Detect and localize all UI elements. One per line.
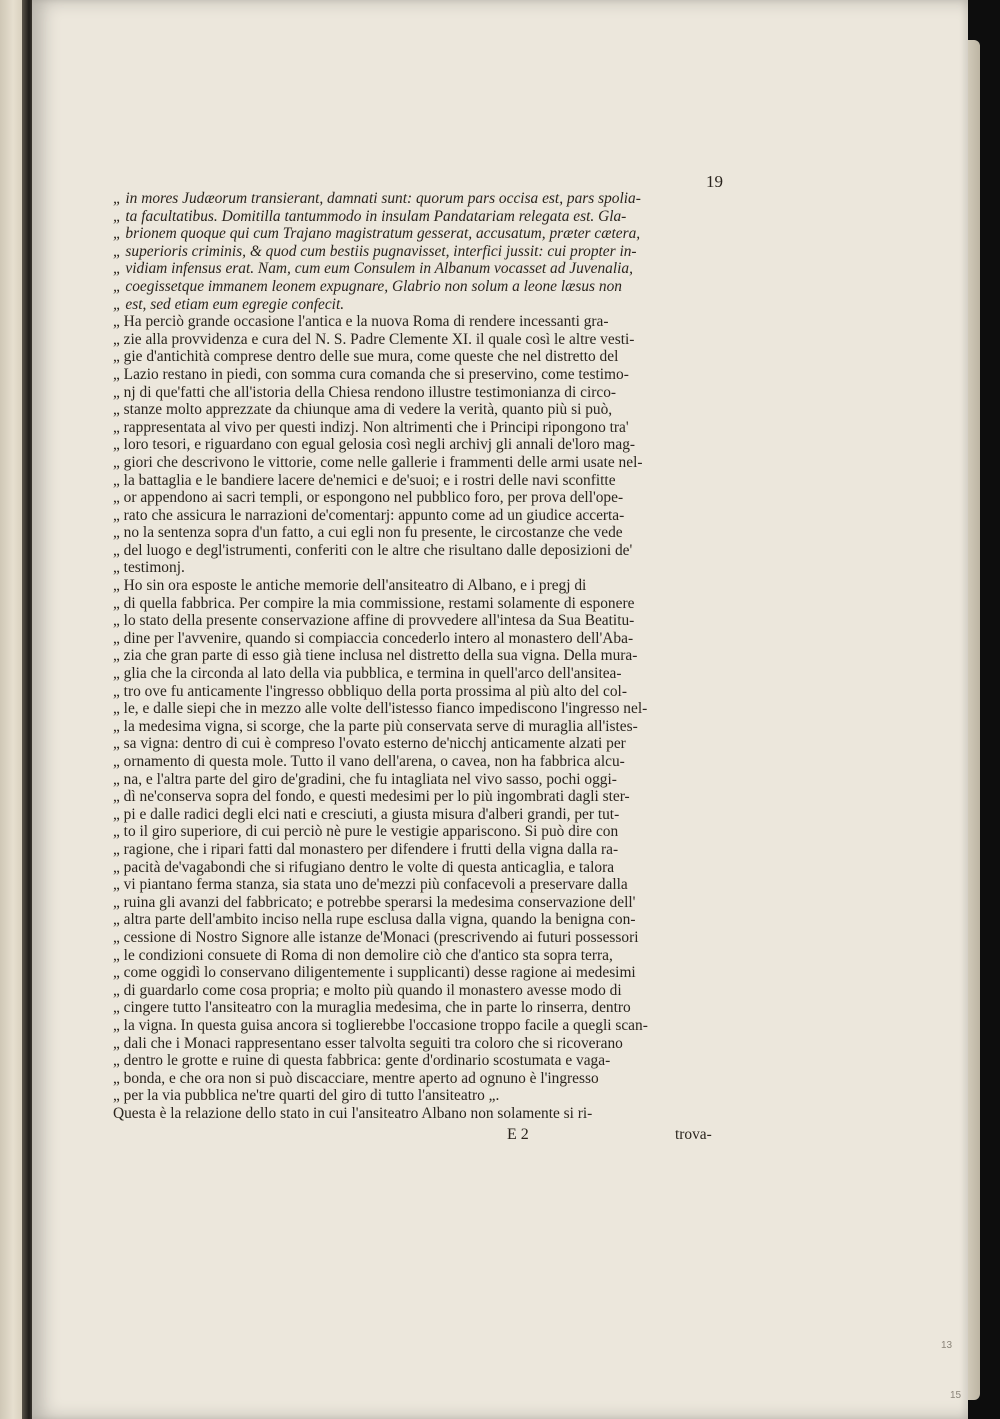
text-line: „ altra parte dell'ambito inciso nella rupe esclusa dalla vigna, quando la benigna con- xyxy=(113,911,636,929)
text-line: „ ruina gli avanzi del fabbricato; e potrebbe sperarsi la medesima conservazione dell' xyxy=(113,893,636,911)
text-line: „ Ho sin ora esposte le antiche memorie dell'ansiteatro di Albano, e i pregj di xyxy=(113,577,587,595)
text-line: „ to il giro superiore, di cui perciò nè pure le vestigie appariscono. Si può dire con xyxy=(113,823,619,841)
page-text xyxy=(113,190,713,1122)
text-line: Questa è la relazione dello stato in cui l'ansiteatro Albano non solamente si ri- xyxy=(113,1104,593,1122)
text-line: „ vidiam infensus erat. Nam, cum eum Consulem in Albanum vocasset ad Juvenalia, xyxy=(113,260,633,278)
text-line: „ or appendono ai sacri templi, or espongono nel pubblico foro, per prova dell'ope- xyxy=(113,489,624,507)
text-line: „ vi piantano ferma stanza, sia stata uno de'mezzi più confacevoli a preservare dalla xyxy=(113,876,628,894)
signature-mark: E 2 xyxy=(507,1126,529,1143)
text-line: „ dine per l'avvenire, quando si compiaccia concederlo intero al monastero dell'Aba- xyxy=(113,629,634,647)
text-line: „ zia che gran parte di esso già tiene inclusa nel distretto della sua vigna. Della mura- xyxy=(113,647,638,665)
text-line: „ gie d'antichità comprese dentro delle sue mura, come queste che nel distretto del xyxy=(113,348,619,366)
latin-quotation xyxy=(113,190,713,313)
text-line: „ brionem quoque qui cum Trajano magistratum gesserat, accusatum, præter cætera, xyxy=(113,225,641,243)
text-line: „ del luogo e degl'istrumenti, conferiti con le altre che risultano dalle deposizioni de' xyxy=(113,541,633,559)
text-line: „ giori che descrivono le vittorie, come nelle gallerie i frammenti delle armi usate nel- xyxy=(113,453,643,471)
catchword: trova- xyxy=(675,1126,712,1143)
text-line: „ di quella fabbrica. Per compire la mia commissione, restami solamente di esponere xyxy=(113,594,635,612)
text-line: „ dì ne'conserva sopra del fondo, e questi medesimi per lo più ingombrati dagli ster- xyxy=(113,788,630,806)
text-line: „ la vigna. In questa guisa ancora si toglierebbe l'occasione troppo facile a quegli scan- xyxy=(113,1016,648,1034)
text-line: „ ragione, che i ripari fatti dal monastero per difendere i frutti della vigna dalla ra- xyxy=(113,840,619,858)
text-line: „ dentro le grotte e ruine di questa fabbrica: gente d'ordinario scostumata e vaga- xyxy=(113,1052,611,1070)
text-line: „ le condizioni consuete di Roma di non demolire ciò che d'antico sta sopra terra, xyxy=(113,946,613,964)
page-number: 19 xyxy=(706,172,723,191)
book-gutter xyxy=(22,0,32,1419)
text-line: „ Lazio restano in piedi, con somma cura comanda che si preservino, come testimo- xyxy=(113,365,629,383)
text-line: „ lo stato della presente conservazione affine di provvedere all'intesa da Sua Beatitu- xyxy=(113,612,635,630)
text-line: „ la medesima vigna, si scorge, che la parte più conservata serve di muraglia all'istes- xyxy=(113,717,638,735)
text-line: „ glia che la circonda al lato della via pubblica, e termina in quell'arco dell'ansitea- xyxy=(113,665,622,683)
text-line: „ Ha perciò grande occasione l'antica e la nuova Roma di rendere incessanti gra- xyxy=(113,313,609,331)
text-line: „ est, sed etiam eum egregie confecit. xyxy=(113,295,345,313)
text-line: „ sa vigna: dentro di cui è compreso l'ovato esterno de'nicchj anticamente alzati per xyxy=(113,735,626,753)
text-line: „ no la sentenza sopra d'un fatto, a cui egli non fu presente, le circostanze che vede xyxy=(113,524,623,542)
text-line: „ cingere tutto l'ansiteatro con la muraglia medesima, che in parte lo rinserra, dentro xyxy=(113,999,631,1017)
text-line: „ rappresentata al vivo per questi indizj. Non altrimenti che i Principi ripongono tra' xyxy=(113,418,629,436)
text-line: „ dali che i Monaci rappresentano esser talvolta seguiti tra coloro che si ricoverano xyxy=(113,1034,623,1052)
text-line: „ in mores Judæorum transierant, damnati sunt: quorum pars occisa est, pars spolia- xyxy=(113,190,641,207)
text-line: „ testimonj. xyxy=(113,559,185,577)
text-line: „ stanze molto apprezzate da chiunque ama di vedere la verità, quanto più si può, xyxy=(113,401,613,419)
text-line: „ na, e l'altra parte del giro de'gradini, che fu intagliata nel vivo sasso, pochi oggi- xyxy=(113,770,617,788)
text-line: „ pacità de'vagabondi che si rifugiano dentro le volte di questa anticaglia, e talora xyxy=(113,858,615,876)
text-line: „ tro ove fu anticamente l'ingresso obbliquo della porta prossima al più alto del col- xyxy=(113,682,627,700)
facing-page xyxy=(0,0,23,1419)
text-line: „ nj di que'fatti che all'istoria della Chiesa rendono illustre testimonianza di circo- xyxy=(113,383,617,401)
text-line: „ ta facultatibus. Domitilla tantummodo in insulam Pandatariam relegata est. Gla- xyxy=(113,207,627,225)
text-line: „ per la via pubblica ne'tre quarti del giro di tutto l'ansiteatro „. xyxy=(113,1087,500,1105)
text-line: „ come oggidì lo conservano diligentemente i supplicanti) desse ragione ai medesimi xyxy=(113,964,636,982)
text-line: „ di guardarlo come cosa propria; e molto più quando il monastero avesse modo di xyxy=(113,981,622,999)
text-line: „ cessione di Nostro Signore alle istanze de'Monaci (prescrivendo ai futuri possessori xyxy=(113,928,639,946)
italian-body-text xyxy=(113,313,713,1122)
text-line: „ superioris criminis, & quod cum bestiis pugnavisset, interfici jussit: cui propter in- xyxy=(113,242,637,260)
text-line: „ loro tesori, e riguardano con egual gelosia così negli archivj gli annali de'loro mag- xyxy=(113,436,636,454)
text-line: „ ornamento di questa mole. Tutto il vano dell'arena, o cavea, non ha fabbrica alcu- xyxy=(113,753,625,770)
text-line: „ le, e dalle siepi che in mezzo alle volte dell'istesso fianco impediscono l'ingresso nel- xyxy=(113,700,648,718)
text-line: „ la battaglia e le bandiere lacere de'nemici e de'suoi; e i rostri delle navi sconfitte xyxy=(113,471,616,489)
text-line: „ zie alla provvidenza e cura del N. S. Padre Clemente XI. il quale così le altre vesti- xyxy=(113,330,635,348)
text-line: „ rato che assicura le narrazioni de'comentarj: appunto come ad un giudice accerta- xyxy=(113,506,625,524)
pencil-folio-mark: 15 xyxy=(950,1390,962,1401)
text-line: „ coegissetque immanem leonem expugnare, Glabrio non solum a leone læsus non xyxy=(113,277,622,295)
text-line: „ pi e dalle radici degli elci nati e cresciuti, a giusta misura d'alberi grandi, per tut- xyxy=(113,805,620,823)
pencil-folio-mark: 13 xyxy=(941,1340,953,1351)
text-line: „ bonda, e che ora non si può discacciare, mentre aperto ad ognuno è l'ingresso xyxy=(113,1069,599,1087)
